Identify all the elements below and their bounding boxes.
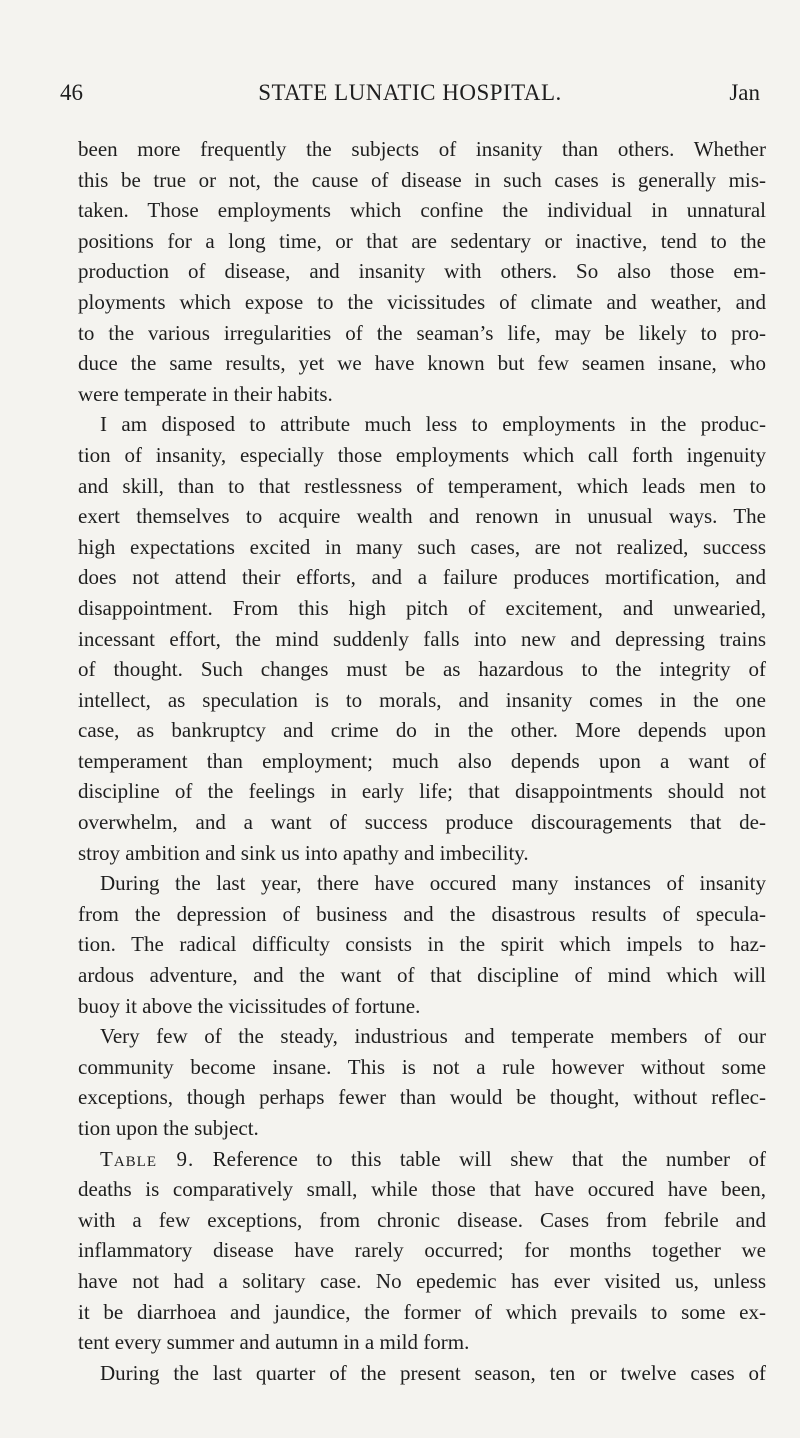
text-line: disappointment. From this high pitch of excitement, and unwearied,	[78, 595, 766, 620]
text-line: intellect, as speculation is to morals, and insanity comes in the one	[78, 687, 766, 712]
text-line: discipline of the feelings in early life; that disappointments should not	[78, 779, 766, 804]
text-line: positions for a long time, or that are sedentary or inactive, tend to the	[78, 228, 766, 253]
text-line: community become insane. This is not a rule however without some	[78, 1054, 766, 1079]
text-line: duce the same results, yet we have known but few seamen insane, who	[78, 351, 766, 376]
text-line: of thought. Such changes must be as hazardous to the integrity of	[78, 657, 766, 682]
text-line: deaths is comparatively small, while those that have occured have been,	[78, 1177, 766, 1202]
table-reference-label: Table 9.	[100, 1146, 195, 1171]
table-reference-text: Reference to this table will shew that the number of	[212, 1146, 766, 1171]
page-number: 46	[60, 80, 83, 105]
text-line: exert themselves to acquire wealth and renown in unusual ways. The	[78, 504, 766, 529]
text-line: and skill, than to that restlessness of temperament, which leads men to	[78, 473, 766, 498]
text-line: to the various irregularities of the seaman’s life, may be likely to pro-	[78, 320, 766, 345]
text-line: exceptions, though perhaps fewer than would be thought, without reflec-	[78, 1085, 766, 1110]
text-line: ardous adventure, and the want of that discipline of mind which will	[78, 963, 766, 988]
text-line: taken. Those employments which confine the individual in unnatural	[78, 198, 766, 223]
text-line: case, as bankruptcy and crime do in the other. More depends upon	[78, 718, 766, 743]
text-line: ployments which expose to the vicissitudes of climate and weather, and	[78, 289, 766, 314]
text-line: with a few exceptions, from chronic disease. Cases from febrile and	[78, 1207, 766, 1232]
text-line: tion of insanity, especially those employments which call forth ingenuity	[78, 442, 766, 467]
text-line: stroy ambition and sink us into apathy and imbecility.	[78, 840, 529, 865]
text-line: overwhelm, and a want of success produce discouragements that de-	[78, 810, 766, 835]
page-header	[60, 80, 760, 114]
text-line: tion. The radical difficulty consists in the spirit which impels to haz-	[78, 932, 766, 957]
text-line: I am disposed to attribute much less to employments in the produc-	[100, 412, 766, 437]
text-line: During the last year, there have occured many instances of insanity	[100, 871, 766, 896]
text-line: tent every summer and autumn in a mild form.	[78, 1330, 470, 1355]
text-line: this be true or not, the cause of disease in such cases is generally mis-	[78, 167, 766, 192]
text-line: does not attend their efforts, and a failure produces mortification, and	[78, 565, 766, 590]
text-line: Very few of the steady, industrious and temperate members of our	[100, 1024, 766, 1049]
text-line: from the depression of business and the disastrous results of specula-	[78, 901, 766, 926]
text-line: have not had a solitary case. No epedemic has ever visited us, unless	[78, 1268, 766, 1293]
text-line: were temperate in their habits.	[78, 381, 333, 406]
body-text	[78, 134, 766, 1388]
running-title: STATE LUNATIC HOSPITAL.	[258, 80, 562, 105]
text-line: buoy it above the vicissitudes of fortune.	[78, 993, 421, 1018]
text-line: During the last quarter of the present season, ten or twelve cases of	[100, 1360, 766, 1385]
text-line: production of disease, and insanity with others. So also those em-	[78, 259, 766, 284]
text-line-table-reference	[78, 1144, 766, 1175]
text-line: been more frequently the subjects of insanity than others. Whether	[78, 137, 766, 161]
text-line: tion upon the subject.	[78, 1116, 259, 1140]
text-line: incessant effort, the mind suddenly falls into new and depressing trains	[78, 626, 766, 651]
running-date: Jan	[729, 80, 760, 105]
text-line: high expectations excited in many such cases, are not realized, success	[78, 534, 766, 559]
text-line: temperament than employment; much also depends upon a want of	[78, 748, 766, 773]
text-line: it be diarrhoea and jaundice, the former of which prevails to some ex-	[78, 1299, 766, 1324]
text-line: inflammatory disease have rarely occurred; for months together we	[78, 1238, 766, 1263]
